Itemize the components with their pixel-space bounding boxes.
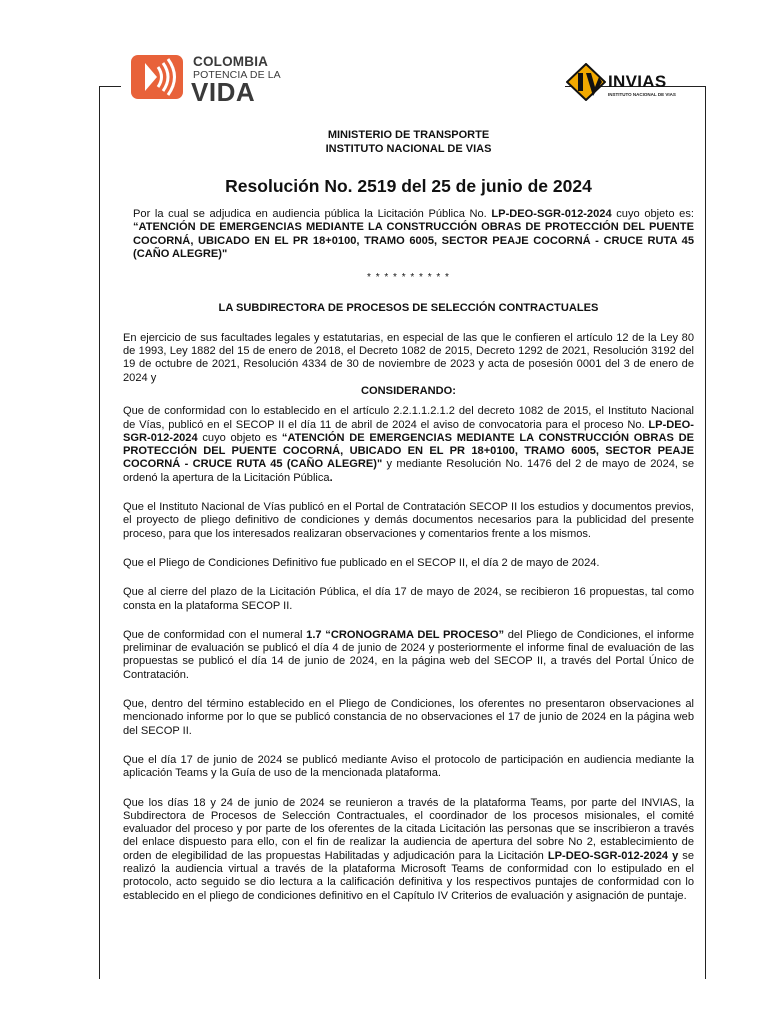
invias-logo-subtitle: INSTITUTO NACIONAL DE VIAS — [608, 92, 676, 97]
c1-text-c: y mediante Resolución No. 1476 del 2 de mayo de 2024, se ordenó la apertura de la Licitación Pública — [123, 458, 694, 484]
ministry-heading: MINISTERIO DE TRANSPORTE — [327, 129, 490, 141]
colombia-logo-line2: POTENCIA DE LA — [193, 69, 281, 81]
document-body — [123, 128, 694, 903]
considerando-heading: CONSIDERANDO: — [361, 384, 456, 397]
intro-process-code: LP-DEO-SGR-012-2024 — [491, 208, 612, 220]
intro-paragraph — [133, 208, 694, 261]
c1-text-a: Que de conformidad con lo establecido en el artículo 2.2.1.1.2.1.2 del decreto 1082 de 2015, el Instituto Nacional de Vías, publicó en el SECOP II el día 11 de abril de 2024 el aviso de convocatoria para el proceso No. — [123, 405, 694, 431]
colombia-logo-line1: COLOMBIA — [193, 54, 269, 69]
considerando-paragraph-7: Que el día 17 de junio de 2024 se publicó mediante Aviso el protocolo de participación en audiencia mediante la aplicación Teams y la Guía de uso de la mencionada plataforma. — [123, 753, 694, 780]
invias-logo-name: INVIAS — [608, 72, 667, 91]
considerando-paragraph-5 — [123, 629, 694, 682]
c5-text-b: del Pliego de Condiciones, el informe preliminar de evaluación se publicó el día 4 de junio de 2024 y posteriormente el informe final de evaluación de las propuestas se publicó el día 14 de junio de 2024, en la página web del SECOP II, a través del Portal Único de Contratación. — [123, 628, 694, 681]
invias-logo — [566, 63, 706, 103]
considerando-paragraph-4: Que al cierre del plazo de la Licitación Pública, el día 17 de mayo de 2024, se recibieron 16 propuestas, tal como consta en la plataforma SECOP II. — [123, 586, 694, 612]
intro-object: “ATENCIÓN DE EMERGENCIAS MEDIANTE LA CONSTRUCCIÓN OBRAS DE PROTECCIÓN DEL PUENTE COCORNÁ, UBICADO EN EL PR 18+0100, TRAMO 6005, SECTOR PEAJE COCORNÁ - CRUCE RUTA 45 (CAÑO ALEGRE)" — [133, 221, 694, 260]
considerando-paragraph-3: Que el Pliego de Condiciones Definitivo fue publicado en el SECOP II, el día 2 de mayo de 2024. — [123, 556, 600, 569]
resolution-title: Resolución No. 2519 del 25 de junio de 2024 — [225, 176, 592, 196]
intro-prefix: Por la cual se adjudica en audiencia pública la Licitación Pública No. — [133, 208, 492, 220]
c1-text-b: cuyo objeto es — [197, 431, 282, 444]
c1-process-code: LP-DEO-SGR-012-2024 — [123, 418, 694, 444]
frame-top-left-line — [99, 86, 121, 87]
powers-paragraph: En ejercicio de sus facultades legales y estatutarias, en especial de las que le confieren el artículo 12 de la Ley 80 de 1993, Ley 1882 del 15 de enero de 2018, el Decreto 1082 de 2015, Decreto 1292 de 2021, Resolución 3192 del 19 de octubre de 2021, Resolución 4334 de 30 de noviembre de 2023 y acta de posesión 0001 del 3 de enero de 2024 y — [123, 331, 694, 384]
c1-object: “ATENCIÓN DE EMERGENCIAS MEDIANTE LA CONSTRUCCIÓN OBRAS DE PROTECCIÓN DEL PUENTE COCORNÁ, UBICADO EN EL PR 18+0100, TRAMO 6005, SECTOR PEAJE COCORNÁ - CRUCE RUTA 45 (CAÑO ALEGRE)" — [123, 431, 694, 471]
institute-heading: INSTITUTO NACIONAL DE VIAS — [325, 143, 492, 155]
c8-process-code: LP-DEO-SGR-012-2024 y — [547, 849, 679, 862]
c8-text-b: se realizó la audiencia virtual a través de la plataforma Microsoft Teams de conformidad con lo estipulado en el protocolo, acto seguido se dio lectura a la calificación definitiva y los respectivos puntajes de conformidad con lo establecido en el pliego de condiciones definitivo en el Capítulo IV Criterios de evaluación y asignación de puntaje. — [123, 849, 694, 902]
invias-diamond-icon — [566, 63, 606, 101]
subdirector-heading: LA SUBDIRECTORA DE PROCESOS DE SELECCIÓN CONTRACTUALES — [218, 302, 599, 315]
c8-text-a: Que los días 18 y 24 de junio de 2024 se reunieron a través de la plataforma Teams, por parte del INVIAS, la Subdirectora de Procesos de Selección Contractuales, el coordinador de los procesos misionales, el comité evaluador del proceso y por parte de los oferentes de la citada Licitación las personas que se inscribieron a través del enlace dispuesto para ello, con el fin de realizar la audiencia de apertura del sobre No 2, establecimiento de orden de elegibilidad de las propuestas Habilitadas y adjudicación para la Licitación — [123, 796, 694, 862]
considerando-paragraph-2: Que el Instituto Nacional de Vías publicó en el Portal de Contratación SECOP II los estudios y documentos previos, el proyecto de pliego definitivo de condiciones y demás documentos necesarios para la publicidad del presente proceso, para que los interesados realizaran observaciones y comentarios frente a los mismos. — [123, 501, 694, 540]
c5-schedule-ref: 1.7 “CRONOGRAMA DEL PROCESO” — [306, 628, 505, 641]
colombia-swoosh-icon — [131, 55, 183, 99]
separator: * * * * * * * * * * — [367, 272, 450, 284]
considerando-paragraph-8 — [123, 797, 694, 903]
colombia-logo — [131, 53, 281, 107]
considerando-paragraph-6: Que, dentro del término establecido en el Pliego de Condiciones, los oferentes no presentaron observaciones al mencionado informe por lo que se publicó constancia de no observaciones el 17 de junio de 2024 en la página web del SECOP II. — [123, 698, 694, 737]
frame-right-line — [705, 86, 706, 979]
intro-mid: cuyo objeto es: — [611, 208, 694, 220]
colombia-logo-line3: VIDA — [191, 77, 256, 107]
c1-end: . — [329, 471, 333, 484]
considerando-paragraph-1 — [123, 405, 694, 485]
c5-text-a: Que de conformidad con el numeral — [123, 628, 307, 641]
frame-left-line — [99, 86, 100, 979]
